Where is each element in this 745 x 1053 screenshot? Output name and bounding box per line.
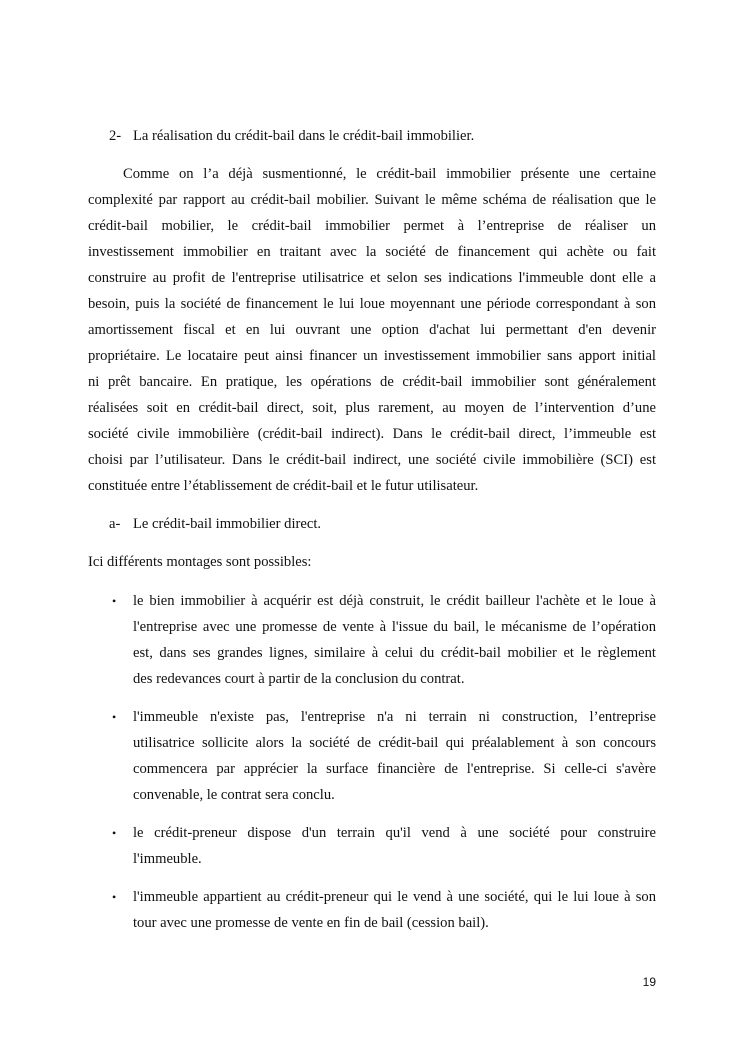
section-number: 2- xyxy=(109,128,122,144)
list-item-line: est, dans ses grandes lignes, similaire à celui du crédit-bail mobilier et le règlement xyxy=(133,645,656,661)
paragraph-line: société civile immobilière (crédit-bail indirect). Dans le crédit-bail direct, l’immeuble est xyxy=(88,426,656,442)
page-number: 19 xyxy=(642,975,656,989)
bullet-icon: • xyxy=(112,594,117,608)
paragraph-line: construire au profit de l'entreprise utilisatrice et selon ses indications l'immeuble dont elle a xyxy=(88,270,656,286)
list-item-line: le crédit-preneur dispose d'un terrain qu'il vend à une société pour construire xyxy=(133,825,656,841)
paragraph-line: Comme on l’a déjà susmentionné, le crédit-bail immobilier présente une certaine xyxy=(123,166,656,182)
list-item-line: des redevances court à partir de la conclusion du contrat. xyxy=(133,671,465,687)
bullet-icon: • xyxy=(112,826,117,840)
paragraph-line: constituée entre l’établissement de crédit-bail et le futur utilisateur. xyxy=(88,478,479,494)
list-item-line: l'immeuble. xyxy=(133,851,202,867)
paragraph-line: complexité par rapport au crédit-bail mobilier. Suivant le même schéma de réalisation que le xyxy=(88,192,656,208)
subsection-letter: a- xyxy=(109,516,121,532)
section-title: La réalisation du crédit-bail dans le crédit-bail immobilier. xyxy=(133,128,475,144)
list-item-line: l'immeuble n'existe pas, l'entreprise n'a ni terrain ni construction, l’entreprise xyxy=(133,709,656,725)
paragraph-line: crédit-bail mobilier, le crédit-bail immobilier permet à l’entreprise de réaliser un xyxy=(88,218,656,234)
list-item-line: le bien immobilier à acquérir est déjà construit, le crédit bailleur l'achète et le loue à xyxy=(133,593,656,609)
list-item-line: commencera par apprécier la surface financière de l'entreprise. Si celle-ci s'avère xyxy=(133,761,656,777)
paragraph-line: investissement immobilier en traitant avec la société de financement qui achète ou fait xyxy=(88,244,656,260)
paragraph-line: ni prêt bancaire. En pratique, les opérations de crédit-bail immobilier sont généralement xyxy=(88,374,656,390)
paragraph-line: propriétaire. Le locataire peut ainsi financer un investissement immobilier sans apport initial xyxy=(88,348,656,364)
bullet-icon: • xyxy=(112,710,117,724)
paragraph-line: besoin, puis la société de financement le lui loue moyennant une période correspondant à son xyxy=(88,296,656,312)
list-item-line: convenable, le contrat sera conclu. xyxy=(133,787,335,803)
list-item-line: tour avec une promesse de vente en fin de bail (cession bail). xyxy=(133,915,489,931)
intro-text: Ici différents montages sont possibles: xyxy=(88,554,312,570)
list-item-line: l'entreprise avec une promesse de vente à l'issue du bail, le mécanisme de l’opération xyxy=(133,619,656,635)
list-item-line: utilisatrice sollicite alors la société de crédit-bail qui préalablement à son concours xyxy=(133,735,656,751)
paragraph-line: choisi par l’utilisateur. Dans le crédit-bail indirect, une société civile immobilière (SCI) est xyxy=(88,452,656,468)
subsection-title: Le crédit-bail immobilier direct. xyxy=(133,516,322,532)
list-item-line: l'immeuble appartient au crédit-preneur qui le vend à une société, qui le lui loue à son xyxy=(133,889,656,905)
paragraph-line: réalisées soit en crédit-bail direct, soit, plus rarement, au moyen de l’intervention d’une xyxy=(88,400,656,416)
paragraph-line: amortissement fiscal et en lui ouvrant une option d'achat lui permettant d'en devenir xyxy=(88,322,656,338)
bullet-icon: • xyxy=(112,890,117,904)
